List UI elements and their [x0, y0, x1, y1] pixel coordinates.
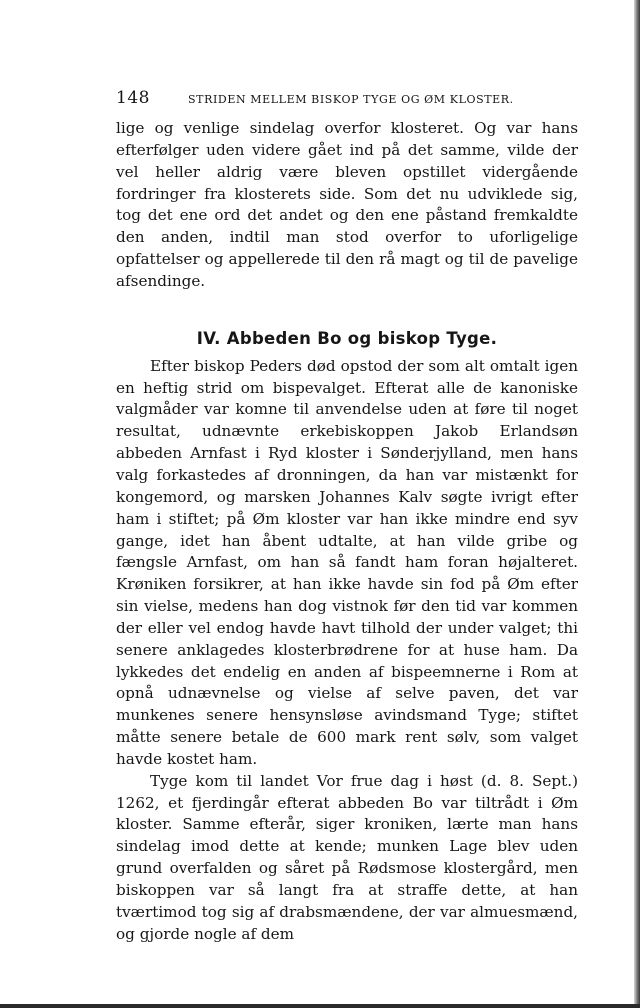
- page-number: 148: [116, 88, 150, 108]
- scan-bottom-border: [0, 1004, 640, 1008]
- page-edge-shadow: [634, 0, 640, 1008]
- paragraph-1: lige og venlige sindelag overfor klosteret. Og var hans efterfølger uden videre gået ind på det samme, vilde der vel heller aldrig være bleven opstillet vidergående fordringer fra klosterets side. Som det nu udviklede sig, tog det ene ord det andet og den ene påstand fremkaldte den anden, indtil man stod overfor to uforligelige opfattelser og appellerede til den rå magt og til de pavelige afsendinge.: [116, 119, 578, 290]
- running-header: [116, 88, 578, 110]
- book-page: [116, 88, 578, 946]
- paragraph-3: Tyge kom til landet Vor frue dag i høst (d. 8. Sept.) 1262, et fjerdingår efterat abbeden Bo var tiltrådt i Øm kloster. Samme efterår, siger kroniken, lærte man hans sindelag imod dette at kende; munken Lage blev uden grund overfalden og såret på Rødsmose klostergård, men biskoppen var så langt fra at straffe dette, at han tværtimod tog sig af drabsmændene, der var almuesmænd, og gjorde nogle af dem: [116, 771, 578, 943]
- paragraph-2: Efter biskop Peders død opstod der som alt omtalt igen en heftig strid om bispevalget. Efterat alle de kanoniske valgmåder var komne til anvendelse uden at føre til noget resultat, udnævnte erkebiskoppen Jakob Erlandsøn abbeden Arnfast i Ryd kloster i Sønderjylland, men hans valg forkastedes af dronningen, da han var mistænkt for kongemord, og marsken Johannes Kalv søgte ivrigt efter ham i stiftet; på Øm kloster var han ikke mindre end syv gange, idet han åbent udtalte, at han vilde gribe og fængsle Arnfast, om han så fandt ham foran højalteret. Krøniken forsikrer, at han ikke havde sin fod på Øm efter sin vielse, medens han dog vistnok før den tid var kommen der eller vel endog havde havt tilhold der under valget; thi senere anklagedes klosterbrødrene for at huse ham. Da lykkedes det endelig en anden af bispeemnerne i Rom at opnå udnævnelse og vielse af selve paven, det var munkenes senere hensynsløse avindsmand Tyge; stiftet måtte senere betale de 600 mark rent sølv, som valget havde kostet ham.: [116, 356, 578, 768]
- running-title: STRIDEN MELLEM BISKOP TYGE OG ØM KLOSTER.: [188, 93, 514, 106]
- section-heading: IV. Abbeden Bo og biskop Tyge.: [196, 328, 498, 348]
